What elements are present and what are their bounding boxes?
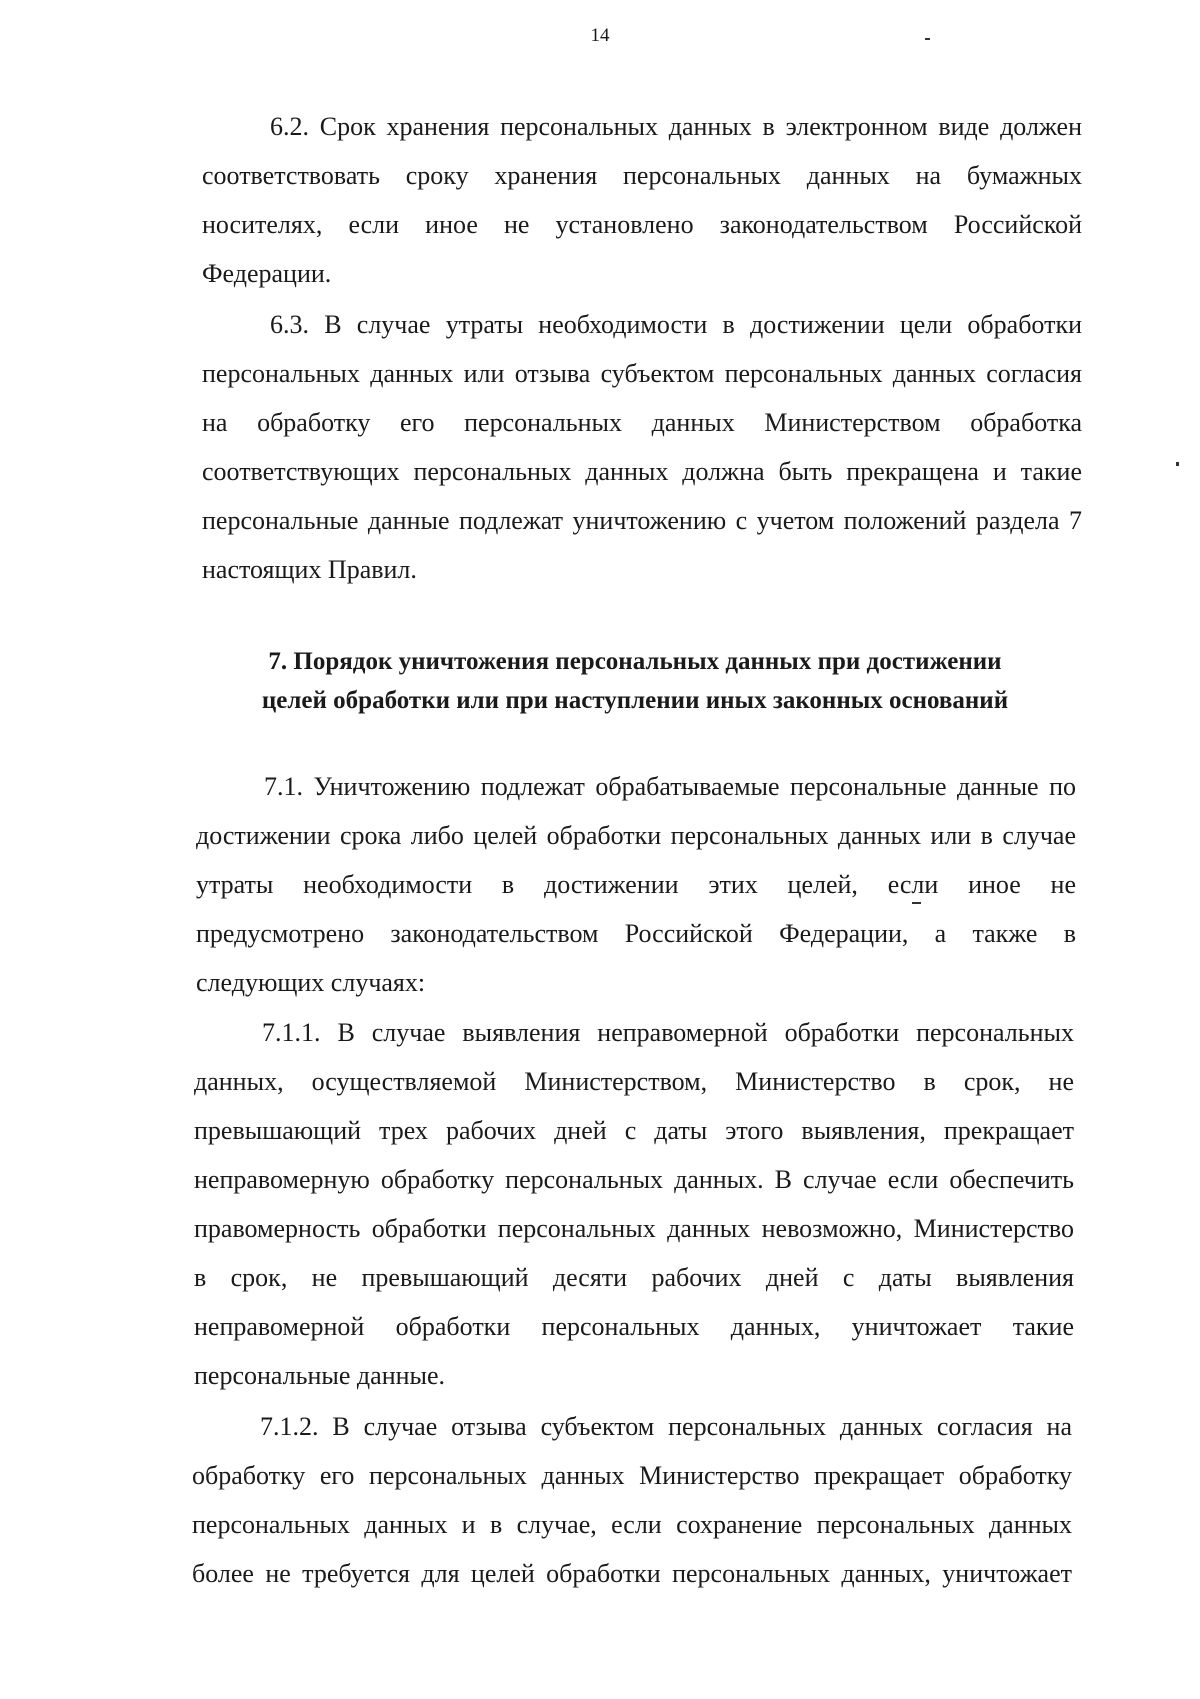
page-number: 14 [590, 25, 610, 46]
scan-mark [1176, 462, 1179, 466]
text-line: 6.2. Срок хранения персональных данных в электронном виде должен [270, 112, 1082, 141]
text-line: утраты необходимости в достижении этих целей, если иное не [196, 870, 1076, 899]
text-line: превышающий трех рабочих дней с даты этого выявления, прекращает [194, 1116, 1074, 1145]
text-line: неправомерную обработку персональных данных. В случае если обеспечить [194, 1165, 1074, 1194]
text-line: соответствовать сроку хранения персональных данных на бумажных [202, 161, 1082, 190]
text-line: неправомерной обработки персональных данных, уничтожает такие [194, 1312, 1074, 1341]
paragraph-7-1 [196, 762, 1076, 1007]
text-line: правомерность обработки персональных данных невозможно, Министерство [194, 1214, 1074, 1243]
text-line: более не требуется для целей обработки персональных данных, уничтожает [192, 1559, 1072, 1588]
text-line: Федерации. [202, 259, 332, 288]
text-line: данных, осуществляемой Министерством, Министерство в срок, не [194, 1067, 1074, 1096]
text-line: 6.3. В случае утраты необходимости в достижении цели обработки [270, 310, 1082, 339]
text-line: на обработку его персональных данных Министерством обработка [202, 408, 1082, 437]
text-line: в срок, не превышающий десяти рабочих дней с даты выявления [194, 1263, 1074, 1292]
text-line: персональных данных или отзыва субъектом персональных данных согласия [202, 359, 1082, 388]
text-line: обработку его персональных данных Министерство прекращает обработку [192, 1461, 1072, 1490]
heading-line: целей обработки или при наступлении иных законных оснований [261, 687, 1009, 714]
text-line: персональных данных и в случае, если сохранение персональных данных [192, 1510, 1072, 1539]
text-line: носителях, если иное не установлено законодательством Российской [202, 210, 1082, 239]
text-line: персональные данные подлежат уничтожению с учетом положений раздела 7 [202, 506, 1082, 535]
text-line: персональные данные. [194, 1361, 446, 1390]
text-line: 7.1. Уничтожению подлежат обрабатываемые персональные данные по [264, 772, 1076, 801]
text-line: соответствующих персональных данных должна быть прекращена и такие [202, 457, 1082, 486]
text-line: достижении срока либо целей обработки персональных данных или в случае [196, 821, 1076, 850]
paragraph-7-1-1 [194, 1008, 1074, 1400]
text-line: настоящих Правил. [202, 555, 417, 584]
text-line: следующих случаях: [196, 968, 426, 997]
scan-mark [925, 38, 930, 40]
text-line: 7.1.2. В случае отзыва субъектом персональных данных согласия на [260, 1412, 1072, 1441]
section-7-heading [200, 642, 1070, 720]
heading-line: 7. Порядок уничтожения персональных данных при достижении [268, 648, 1002, 675]
paragraph-7-1-2 [192, 1402, 1072, 1598]
text-line: предусмотрено законодательством Российской Федерации, а также в [196, 919, 1076, 948]
paragraph-6-3 [202, 300, 1082, 594]
text-line: 7.1.1. В случае выявления неправомерной обработки персональных [262, 1018, 1074, 1047]
paragraph-6-2 [202, 102, 1082, 298]
